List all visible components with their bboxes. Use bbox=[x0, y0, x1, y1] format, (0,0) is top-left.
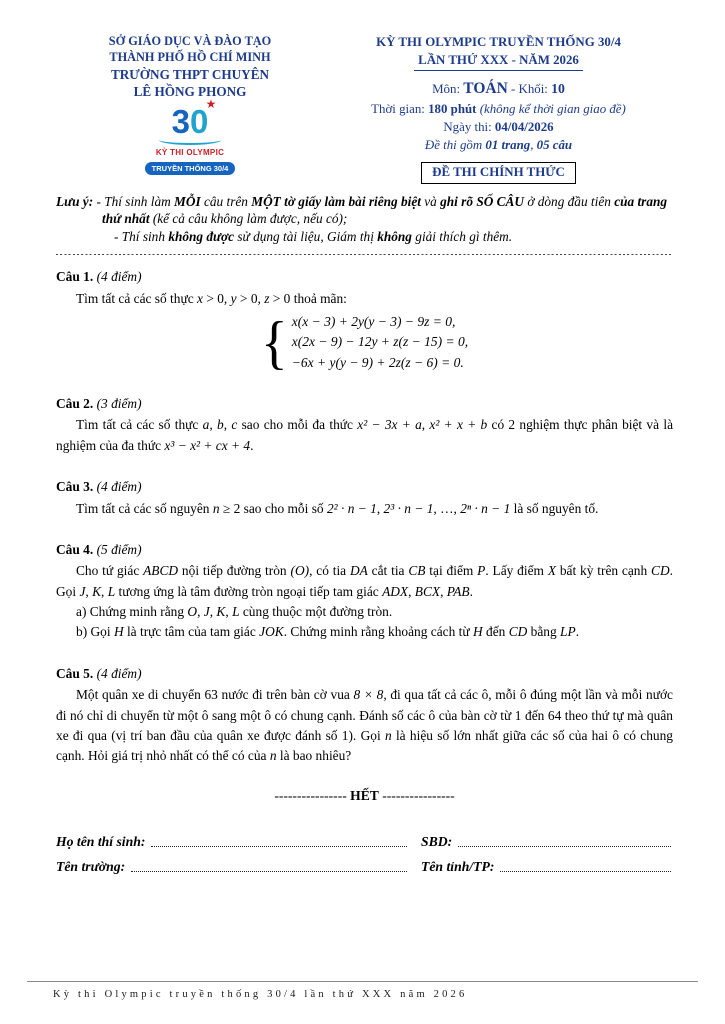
question-paragraph bbox=[56, 622, 673, 642]
text-segment: (kể cả câu không làm được, nếu có); bbox=[149, 211, 348, 227]
dotted-fill-line bbox=[500, 871, 671, 872]
exam-title: KỲ THI OLYMPIC TRUYỀN THỐNG 30/4 bbox=[376, 35, 621, 49]
date-line bbox=[324, 118, 673, 136]
logo-digit-3: 3 bbox=[171, 103, 190, 141]
text-segment: K bbox=[216, 604, 226, 620]
text-segment: đến bbox=[482, 624, 509, 640]
text-segment: , bbox=[209, 417, 217, 433]
text-segment: là hiệu số lớn nhất giữa các số của hai ô có chung cạnh. Hỏi giá trị nhỏ nhất có thể có của bbox=[56, 728, 673, 764]
text-segment: Tìm tất cả các số thực bbox=[76, 417, 203, 433]
text-segment: , bbox=[421, 417, 430, 433]
question-block bbox=[56, 394, 673, 456]
text-segment: , bbox=[223, 417, 232, 433]
text-segment: , bbox=[440, 583, 447, 599]
text-segment: Thời gian: bbox=[371, 101, 429, 116]
text-segment: có 2 nghiệm thực phân biệt và là nghiệm của đa thức bbox=[56, 417, 674, 453]
footer-tagline: Kỳ thi Olympic truyền thống 30/4 lần thứ XXX năm 2026 bbox=[53, 989, 468, 1000]
text-segment: y bbox=[230, 290, 237, 306]
pages-note-line bbox=[324, 136, 673, 154]
text-segment: ≥ 2 sao cho mỗi số bbox=[219, 500, 327, 516]
notice-line-2 bbox=[114, 228, 673, 246]
text-segment: và bbox=[420, 193, 441, 209]
text-segment: L bbox=[107, 583, 116, 599]
text-segment: J bbox=[79, 583, 86, 599]
question-title bbox=[56, 477, 673, 496]
text-segment: b) Gọi bbox=[76, 624, 114, 640]
equation-lines bbox=[292, 312, 468, 373]
logo-ribbon-band: TRUYỀN THỐNG 30/4 bbox=[145, 162, 236, 175]
text-segment: Cho tứ giác bbox=[76, 563, 144, 579]
text-segment: n bbox=[269, 748, 277, 764]
text-segment: câu trên bbox=[200, 193, 252, 209]
equation-line: −6x + y(y − 9) + 2z(z − 6) = 0. bbox=[291, 354, 464, 370]
question-paragraph bbox=[56, 602, 673, 622]
text-segment: > 0, bbox=[202, 290, 231, 306]
brace-symbol: { bbox=[260, 309, 288, 376]
text-segment: x² − 3x + a bbox=[357, 417, 422, 433]
text-segment: , bbox=[209, 604, 217, 620]
text-segment: 180 phút bbox=[428, 101, 477, 116]
text-segment: Một quân xe di chuyển 63 nước đi trên bàn cờ vua bbox=[76, 687, 354, 703]
text-segment: không bbox=[377, 229, 412, 245]
question-title bbox=[56, 394, 673, 413]
text-segment: (O) bbox=[290, 563, 310, 579]
text-segment: Tìm tất cả các số nguyên bbox=[76, 500, 213, 516]
text-segment: . Chứng minh rằng khoảng cách từ bbox=[283, 624, 473, 640]
page-footer bbox=[27, 981, 698, 1000]
text-segment: nội tiếp đường tròn bbox=[178, 563, 291, 579]
text-segment: cùng thuộc một đường tròn. bbox=[239, 604, 393, 620]
question-title bbox=[56, 540, 673, 559]
text-segment: bất kỳ trên cạnh bbox=[556, 563, 652, 579]
text-segment: (không kể thời gian giao đề) bbox=[476, 101, 626, 116]
text-segment: H bbox=[113, 624, 124, 640]
text-segment: MỖI bbox=[174, 193, 201, 209]
text-segment: LP bbox=[560, 624, 576, 640]
text-segment: b bbox=[216, 417, 224, 433]
text-segment: sao cho mỗi đa thức bbox=[237, 417, 358, 433]
text-segment: 2³ · n − 1 bbox=[383, 500, 434, 516]
equation-line: x(2x − 9) − 12y + z(z − 15) = 0, bbox=[291, 334, 469, 350]
question-block bbox=[56, 664, 673, 767]
question-points: (4 điểm) bbox=[93, 479, 142, 495]
star-icon: ★ bbox=[205, 97, 217, 112]
candidate-row bbox=[56, 834, 673, 850]
text-segment: TOÁN bbox=[463, 79, 508, 97]
text-segment: x bbox=[197, 290, 203, 306]
logo-title-line: KỲ THI OLYMPIC bbox=[155, 148, 225, 158]
text-segment: - Khối: bbox=[507, 81, 552, 96]
school-row bbox=[56, 859, 673, 875]
text-segment: n bbox=[384, 728, 392, 743]
question-title bbox=[56, 664, 673, 683]
text-segment: . Lấy điểm bbox=[485, 563, 548, 579]
school-name-group bbox=[56, 859, 409, 875]
text-segment: PAB bbox=[446, 583, 470, 599]
text-segment: n bbox=[212, 500, 220, 516]
text-segment: CD bbox=[651, 563, 670, 579]
question-points: (4 điểm) bbox=[93, 269, 142, 285]
text-segment: tại điểm bbox=[425, 563, 478, 579]
text-segment: ABCD bbox=[143, 563, 179, 579]
dotted-fill-line bbox=[131, 871, 407, 872]
question-paragraph bbox=[56, 561, 673, 602]
text-segment: là trực tâm của tam giác bbox=[123, 624, 260, 640]
subject-line bbox=[324, 78, 673, 100]
text-segment: giải thích gì thêm. bbox=[411, 229, 513, 245]
notice-line-1 bbox=[56, 193, 673, 228]
text-segment: 2² · n − 1 bbox=[326, 500, 377, 516]
text-segment: 04/04/2026 bbox=[494, 120, 554, 135]
province-group bbox=[421, 859, 673, 875]
question-number: Câu 4. bbox=[56, 541, 94, 557]
text-segment: tương ứng là tâm đường tròn ngoại tiếp tam giác bbox=[115, 583, 383, 599]
text-segment: . bbox=[250, 437, 254, 453]
text-segment: , …, bbox=[433, 500, 461, 516]
text-segment: . Gọi bbox=[56, 563, 674, 599]
school-line-2: LÊ HỒNG PHONG bbox=[133, 84, 247, 100]
question-points: (3 điểm) bbox=[93, 395, 142, 411]
question-number: Câu 3. bbox=[56, 479, 94, 495]
exam-edition-wrap bbox=[324, 51, 673, 78]
question-block bbox=[56, 540, 673, 643]
text-segment: > 0 thoả mãn: bbox=[269, 290, 347, 306]
text-segment: , đi qua tất cả các ô, mỗi ô đúng một lần và mỗi nước đi nó chỉ di chuyển từ một ô sang một ô có chung cạnh. Đánh số các ô của bàn cờ từ 1 đến 64 theo thứ tự mà quân xe đi qua (vị trí ban đầu của quân xe được đánh số 1). Gọi bbox=[56, 687, 673, 743]
exam-edition: LẦN THỨ XXX - NĂM 2026 bbox=[414, 52, 583, 71]
text-segment: x² + x + b bbox=[429, 417, 488, 433]
text-segment: tờ giấy làm bài riêng biệt bbox=[280, 193, 421, 209]
text-segment: ---------------- bbox=[274, 787, 351, 803]
text-segment: . bbox=[575, 624, 580, 640]
text-segment: K bbox=[92, 583, 102, 599]
text-segment: sử dụng tài liệu, Giám thị bbox=[234, 229, 378, 245]
text-segment: 05 câu bbox=[536, 138, 573, 153]
time-line bbox=[324, 100, 673, 118]
text-segment: X bbox=[547, 563, 556, 579]
candidate-name-group bbox=[56, 834, 409, 850]
candidate-name-label: Họ tên thí sinh: bbox=[56, 833, 146, 849]
issuing-authority-block bbox=[56, 34, 324, 176]
text-segment: O bbox=[187, 604, 198, 620]
question-paragraph bbox=[56, 415, 673, 456]
exam-info-block bbox=[324, 34, 673, 184]
province-label: Tên tỉnh/TP: bbox=[421, 858, 495, 874]
text-segment: BCX bbox=[414, 583, 441, 599]
text-segment: , bbox=[408, 583, 415, 599]
text-segment: 01 trang bbox=[485, 138, 531, 153]
text-segment: không được bbox=[168, 229, 235, 245]
questions-section bbox=[56, 267, 673, 766]
question-points: (5 điểm) bbox=[93, 541, 142, 557]
school-line-1: TRƯỜNG THPT CHUYÊN bbox=[110, 66, 270, 82]
text-segment: a) Chứng minh rằng bbox=[76, 604, 188, 620]
question-number: Câu 1. bbox=[56, 269, 94, 285]
text-segment: Lưu ý: bbox=[56, 193, 94, 209]
dotted-fill-line bbox=[151, 846, 407, 847]
text-segment: H bbox=[473, 624, 483, 640]
official-exam-stamp: ĐỀ THI CHÍNH THỨC bbox=[421, 162, 576, 184]
text-segment: J bbox=[203, 604, 210, 620]
question-paragraph bbox=[56, 685, 673, 767]
text-segment: x³ − x² + cx + 4 bbox=[164, 437, 251, 453]
text-segment: , bbox=[530, 138, 537, 153]
text-segment: - Thí sinh làm bbox=[93, 193, 175, 209]
text-segment: DA bbox=[349, 563, 368, 579]
question-block bbox=[56, 267, 673, 376]
text-segment: của trang thứ nhất bbox=[102, 193, 668, 227]
text-segment: Đề thi gồm bbox=[424, 138, 486, 153]
text-segment: c bbox=[231, 417, 238, 433]
text-segment: Ngày thi: bbox=[443, 120, 495, 135]
text-segment: cắt tia bbox=[367, 563, 409, 579]
dotted-fill-line bbox=[458, 846, 671, 847]
text-segment: , có tia bbox=[309, 563, 350, 579]
text-segment: Tìm tất cả các số thực bbox=[76, 290, 198, 306]
text-segment: Môn: bbox=[432, 81, 464, 96]
document-header bbox=[56, 34, 673, 184]
text-segment: ---------------- bbox=[378, 787, 455, 803]
text-segment: MỘT bbox=[251, 193, 281, 209]
equation-line: x(x − 3) + 2y(y − 3) − 9z = 0, bbox=[291, 314, 456, 330]
logo-digit-0: 0 bbox=[190, 103, 209, 141]
department-line: SỞ GIÁO DỤC VÀ ĐÀO TẠO bbox=[108, 34, 272, 48]
question-block bbox=[56, 477, 673, 519]
text-segment: a bbox=[202, 417, 210, 433]
text-segment: HẾT bbox=[350, 787, 379, 803]
text-segment: 2ⁿ · n − 1 bbox=[460, 500, 511, 516]
text-segment: ADX bbox=[382, 583, 409, 599]
text-segment: > 0, bbox=[236, 290, 265, 306]
text-segment: P bbox=[477, 563, 486, 579]
notice-section bbox=[56, 193, 673, 246]
city-line: THÀNH PHỐ HỒ CHÍ MINH bbox=[109, 49, 271, 64]
end-mark bbox=[56, 788, 673, 804]
logo-number bbox=[171, 97, 217, 141]
text-segment: z bbox=[264, 290, 270, 306]
signature-area bbox=[56, 834, 673, 875]
question-paragraph bbox=[56, 499, 673, 519]
text-segment: . bbox=[469, 583, 473, 599]
sbd-label: SBD: bbox=[421, 833, 453, 849]
question-paragraph bbox=[56, 289, 673, 309]
text-segment: là số nguyên tố. bbox=[510, 500, 599, 516]
question-number: Câu 5. bbox=[56, 665, 94, 681]
text-segment: , bbox=[197, 604, 204, 620]
text-segment: ghi rõ SỐ CÂU bbox=[440, 193, 524, 209]
text-segment: là bao nhiêu? bbox=[276, 748, 352, 764]
text-segment: , bbox=[101, 583, 108, 599]
olympic-30-4-logo bbox=[135, 97, 245, 176]
text-segment: bằng bbox=[527, 624, 561, 640]
text-segment: , bbox=[85, 583, 93, 599]
dashed-divider bbox=[56, 254, 673, 256]
text-segment: ở dòng đầu tiên bbox=[524, 193, 615, 209]
school-label: Tên trường: bbox=[56, 858, 126, 874]
text-segment: JOK bbox=[259, 624, 284, 640]
text-segment: CD bbox=[508, 624, 528, 640]
question-points: (4 điểm) bbox=[93, 665, 142, 681]
text-segment: 10 bbox=[551, 80, 565, 96]
question-title bbox=[56, 267, 673, 286]
text-segment: L bbox=[232, 604, 240, 620]
text-segment: , bbox=[225, 604, 233, 620]
text-segment: CB bbox=[408, 563, 426, 579]
text-segment: 8 × 8 bbox=[353, 687, 384, 703]
text-segment: , bbox=[376, 500, 384, 516]
question-number: Câu 2. bbox=[56, 395, 94, 411]
equation-system bbox=[56, 309, 673, 376]
sbd-group bbox=[421, 834, 673, 850]
text-segment: - Thí sinh bbox=[114, 229, 169, 245]
